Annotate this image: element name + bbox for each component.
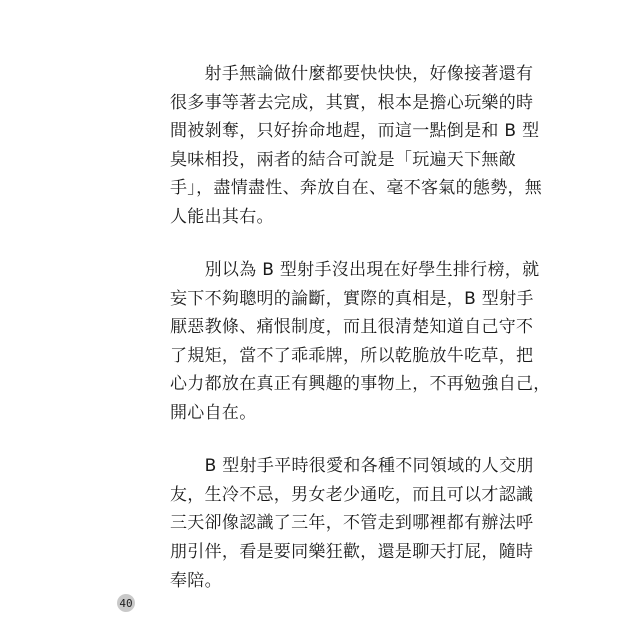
text-line: 別以為 B 型射手沒出現在好學生排行榜，就 (170, 260, 540, 281)
text-line: 友，生冷不忌，男女老少通吃，而且可以才認識 (170, 484, 534, 505)
text-line: 了規矩，當不了乖乖牌，所以乾脆放牛吃草，把 (170, 345, 534, 366)
text-line: 射手無論做什麼都要快快快，好像接著還有 (170, 64, 534, 84)
paragraph-1 (170, 60, 543, 232)
text-line: 三天卻像認識了三年，不管走到哪裡都有辦法呼 (170, 513, 534, 534)
text-line: 開心自在。 (170, 403, 257, 424)
text-line: 手」，盡情盡性、奔放自在、毫不客氣的態勢，無 (170, 178, 543, 199)
paragraph-2 (170, 256, 551, 428)
text-line: 人能出其右。 (170, 206, 274, 227)
text-line: 奉陪。 (170, 570, 222, 591)
text-line: 妄下不夠聰明的論斷，實際的真相是，B 型射手 (170, 288, 534, 309)
text-line: 很多事等著去完成，其實，根本是擔心玩樂的時 (170, 92, 534, 113)
paragraph-3 (170, 452, 534, 595)
page-number: 40 (119, 596, 133, 610)
text-line: 臭味相投，兩者的結合可說是「玩遍天下無敵 (170, 149, 516, 170)
text-line: 朋引伴，看是要同樂狂歡，還是聊天打屁，隨時 (170, 541, 534, 562)
page-number-badge (117, 594, 135, 612)
text-line: B 型射手平時很愛和各種不同領域的人交朋 (170, 456, 534, 477)
text-line: 心力都放在真正有興趣的事物上，不再勉強自己， (170, 374, 551, 395)
body-text (170, 60, 551, 620)
text-line: 厭惡教條、痛恨制度，而且很清楚知道自己守不 (170, 317, 534, 338)
text-line: 間被剝奪，只好拚命地趕，而這一點倒是和 B 型 (170, 121, 540, 142)
